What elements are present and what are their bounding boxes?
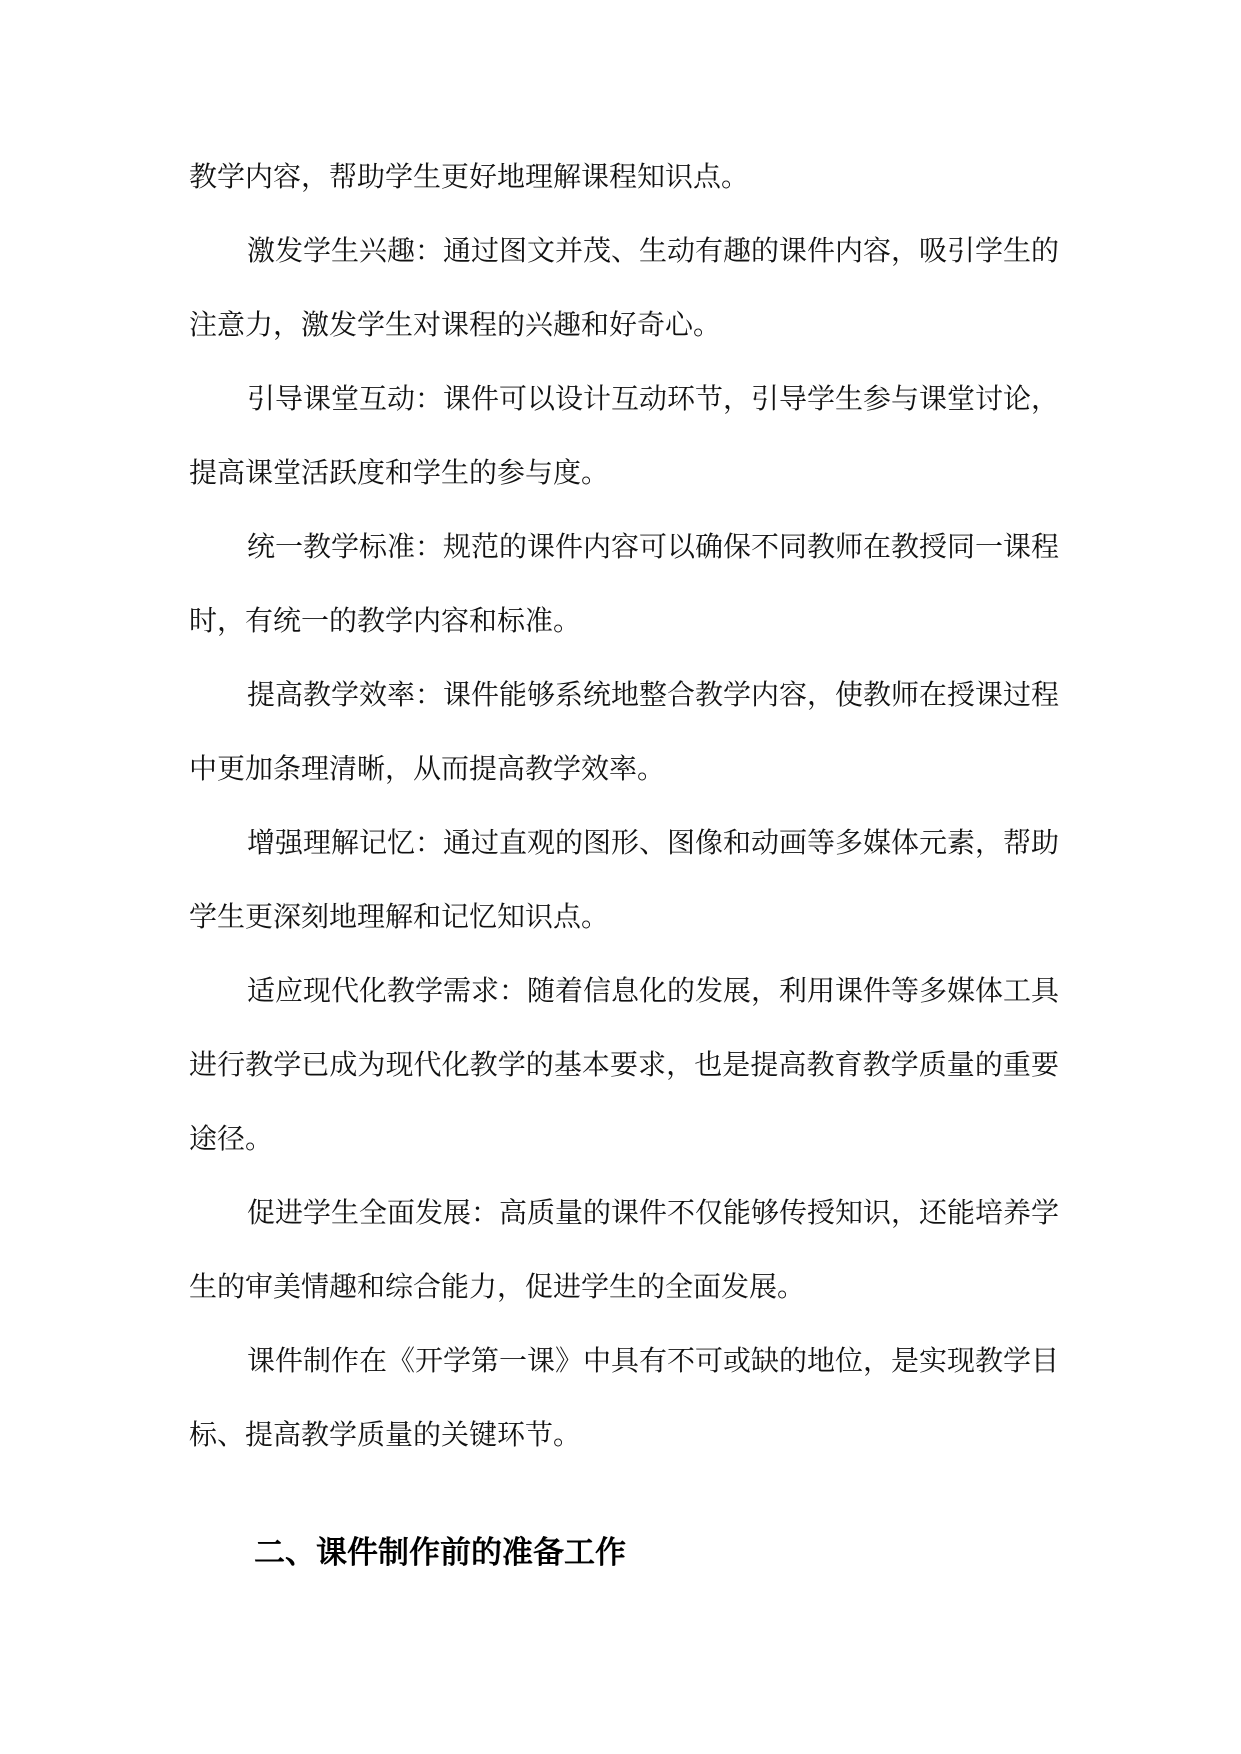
paragraph-unify-standards: 统一教学标准：规范的课件内容可以确保不同教师在教授同一课程时，有统一的教学内容和标准。 bbox=[189, 530, 1060, 637]
body-text bbox=[189, 140, 1059, 1472]
paragraph-improve-efficiency: 提高教学效率：课件能够系统地整合教学内容，使教师在授课过程中更加条理清晰，从而提高教学效率。 bbox=[189, 678, 1060, 785]
paragraph-stimulate-interest: 激发学生兴趣：通过图文并茂、生动有趣的课件内容，吸引学生的注意力，激发学生对课程的兴趣和好奇心。 bbox=[189, 234, 1060, 341]
paragraph-guide-interaction: 引导课堂互动：课件可以设计互动环节，引导学生参与课堂讨论，提高课堂活跃度和学生的参与度。 bbox=[189, 382, 1060, 489]
section-heading: 二、课件制作前的准备工作 bbox=[254, 1535, 626, 1571]
paragraph-modern-teaching: 适应现代化教学需求：随着信息化的发展，利用课件等多媒体工具进行教学已成为现代化教学的基本要求，也是提高教育教学质量的重要途径。 bbox=[189, 974, 1060, 1155]
paragraph-continuation: 教学内容，帮助学生更好地理解课程知识点。 bbox=[189, 160, 750, 193]
paragraph-overall-development: 促进学生全面发展：高质量的课件不仅能够传授知识，还能培养学生的审美情趣和综合能力，促进学生的全面发展。 bbox=[189, 1196, 1060, 1303]
paragraph-conclusion: 课件制作在《开学第一课》中具有不可或缺的地位，是实现教学目标、提高教学质量的关键环节。 bbox=[189, 1344, 1060, 1451]
paragraph-enhance-memory: 增强理解记忆：通过直观的图形、图像和动画等多媒体元素，帮助学生更深刻地理解和记忆知识点。 bbox=[189, 826, 1060, 933]
